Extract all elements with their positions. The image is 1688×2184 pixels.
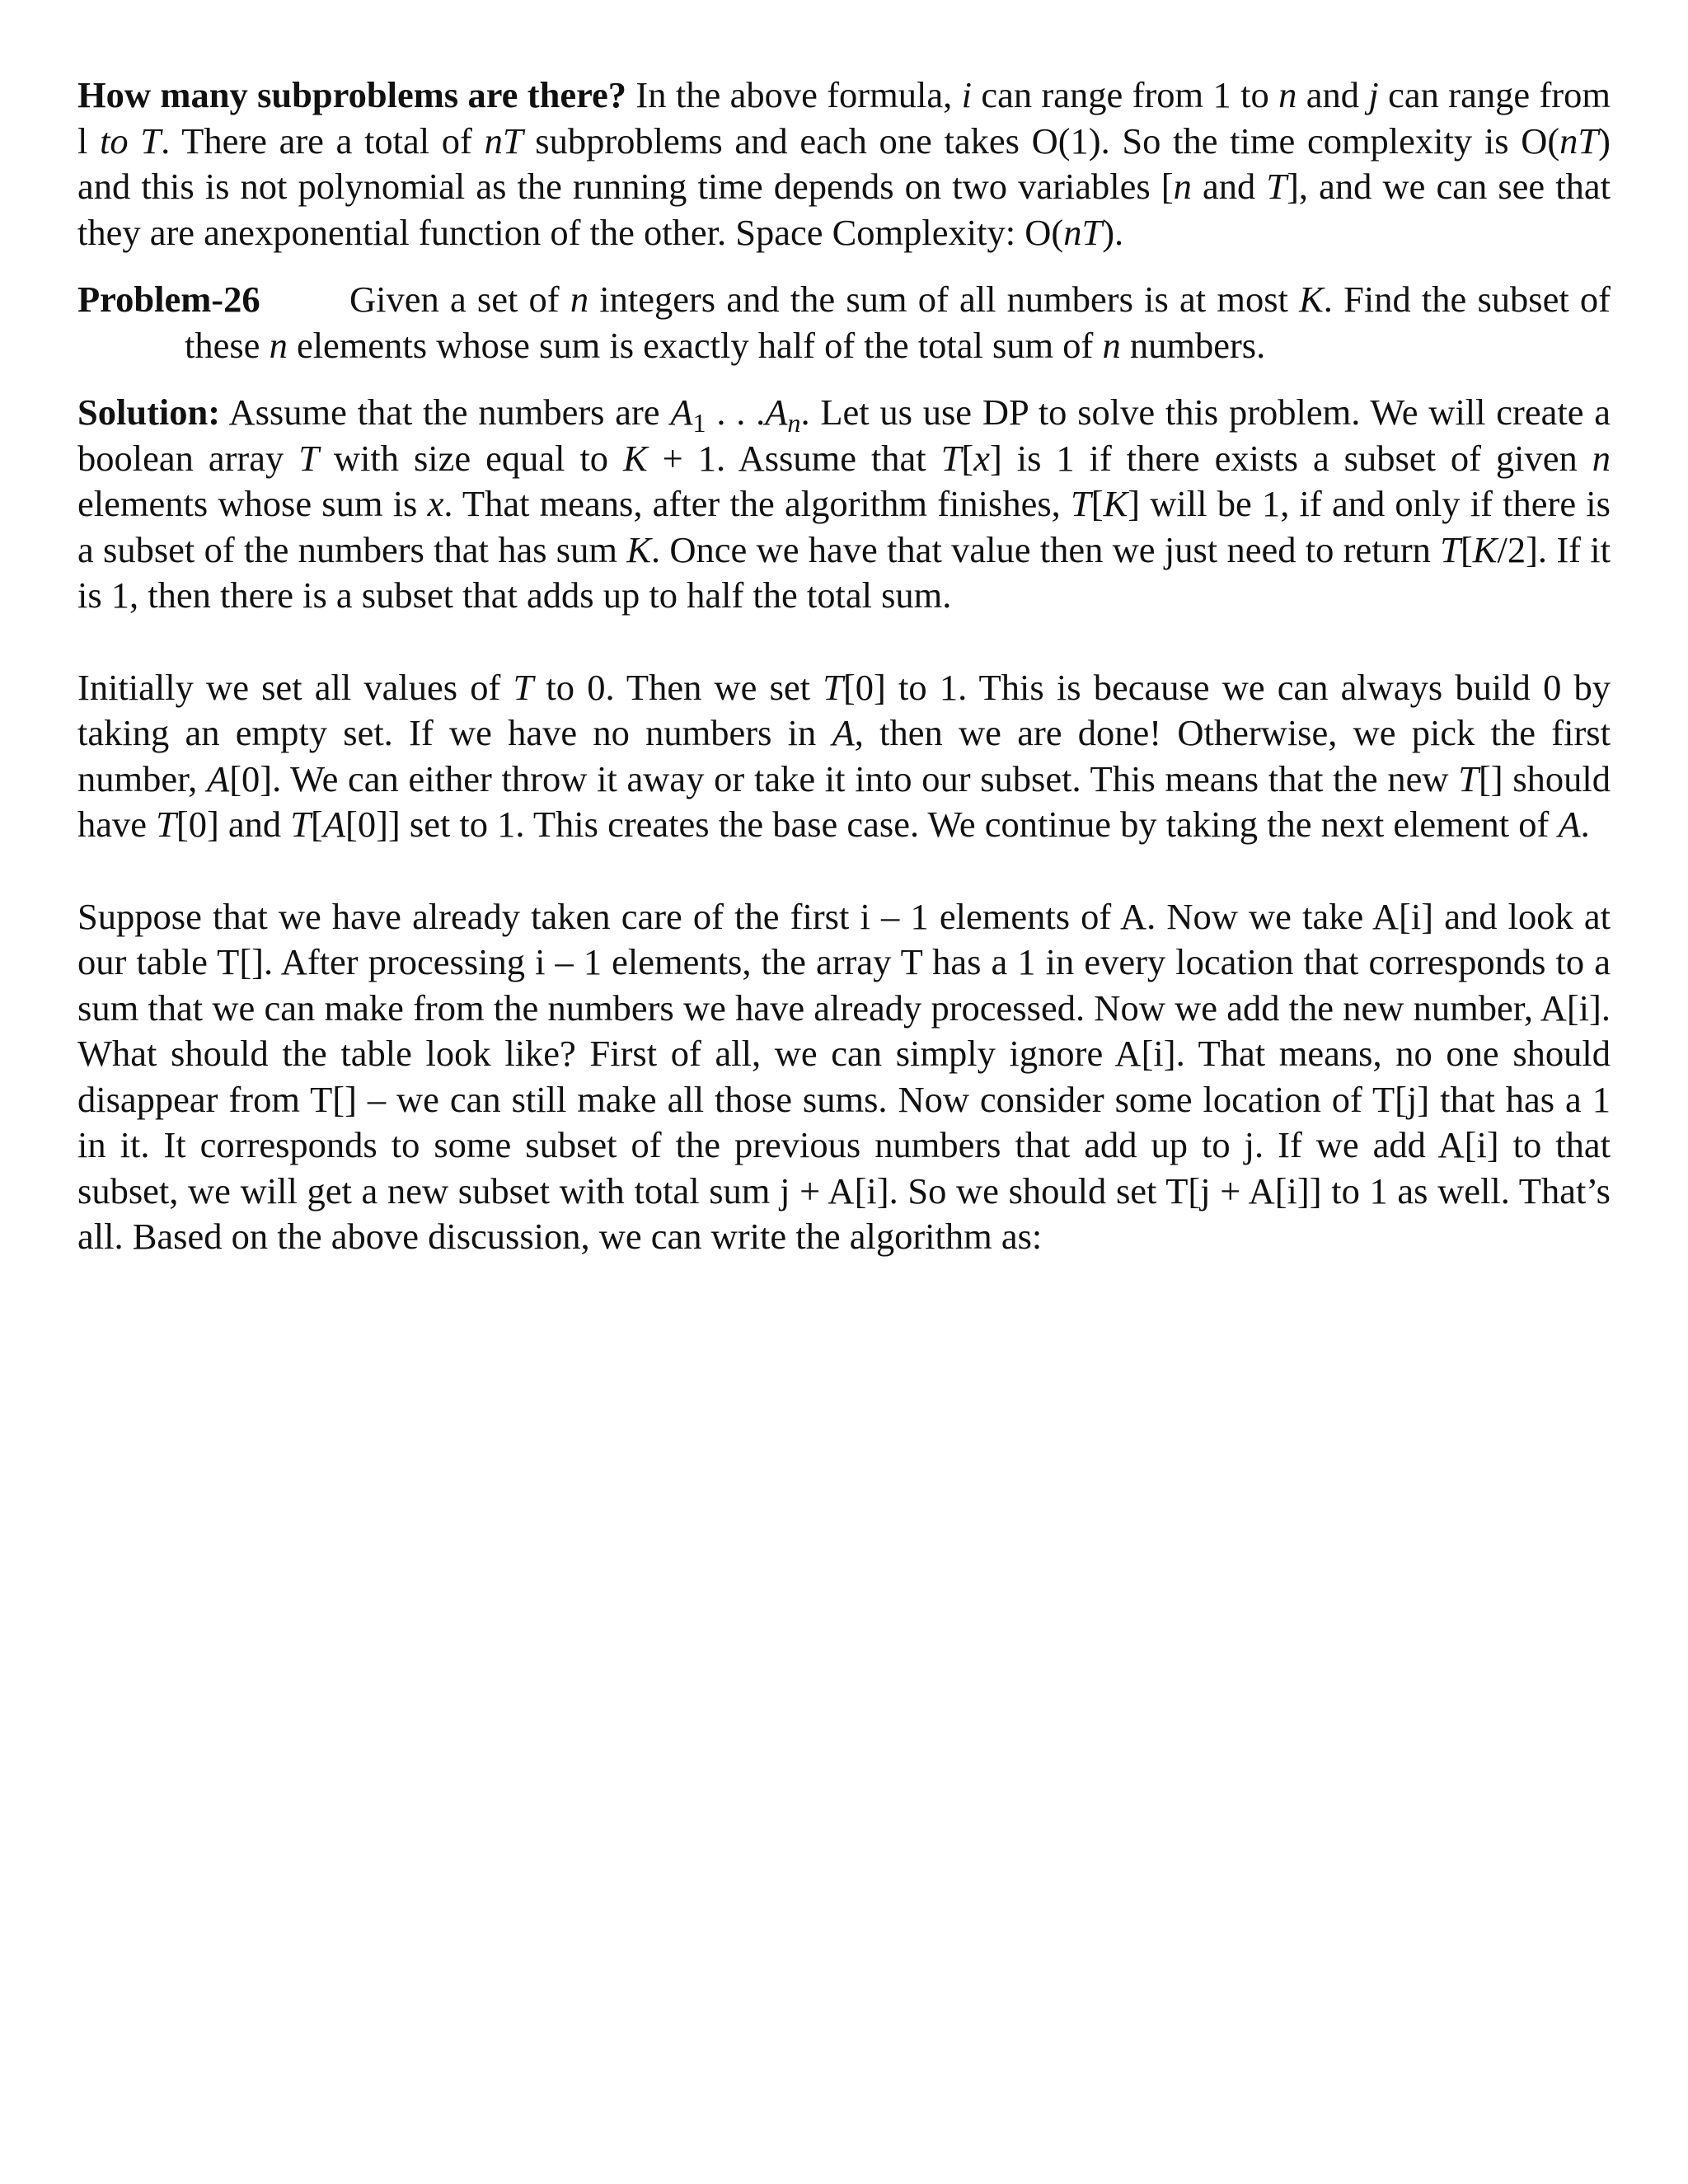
problem-label: Problem-26 xyxy=(77,279,260,320)
solution-label: Solution: xyxy=(77,391,221,433)
complexity-heading: How many subproblems are there? xyxy=(77,74,627,115)
initially-paragraph: Initially we set all values of T to 0. Then we set T[0] to 1. This is because we can always build 0 by taking an empty set. If we have no numbers in A, then we are done! Otherwise, we pick the first number, A[0]. We can either throw it away or take it into our subset. This means that the new T[] should have T[0] and T[A[0]] set to 1. This creates the base case. We continue by taking the next element of A. xyxy=(77,666,1611,845)
problem-statement: Problem-26 Given a set of n integers and the sum of all numbers is at most K. Find the subset of these n elements whose sum is exactly half of the total sum of n numbers. xyxy=(77,279,1611,366)
solution-paragraph: Solution: Assume that the numbers are $A_1$ . . $.A_n$. Let us use DP to solve this problem. We will create a boolean array T with size equal to K + 1. Assume that T[x] is 1 if there exists a subset of given n elements whose sum is x. That means, after the algorithm finishes, T[K] will be 1, if and only if there is a subset of the numbers that has sum K. Once we have that value then we just need to return T[K/2]. If it is 1, then there is a subset that adds up to half the total sum. xyxy=(77,391,1611,616)
suppose-paragraph: Suppose that we have already taken care of the first i – 1 elements of A. Now we take A[i] and look at our table T[]. After processing i – 1 elements, the array T has a 1 in every location that corresponds to a sum that we can make from the numbers we have already processed. Now we add the new number, A[i]. What should the table look like? First of all, we can simply ignore A[i]. That means, no one should disappear from T[] – we can still make all those sums. Now consider some location of T[j] that has a 1 in it. It corresponds to some subset of the previous numbers that add up to j. If we add A[i] to that subset, we will get a new subset with total sum j + A[i]. So we should set T[j + A[i]] to 1 as well. That’s all. Based on the above discussion, we can write the algorithm as: xyxy=(77,895,1611,1257)
complexity-paragraph: How many subproblems are there? In the above formula, i can range from 1 to n and j can range from l to T. There are a total of nT subproblems and each one takes O(1). So the time complexity is O(nT) and this is not polynomial as the running time depends on two variables [n and T], and we can see that they are anexponential function of the other. Space Complexity: O(nT). xyxy=(77,74,1611,253)
